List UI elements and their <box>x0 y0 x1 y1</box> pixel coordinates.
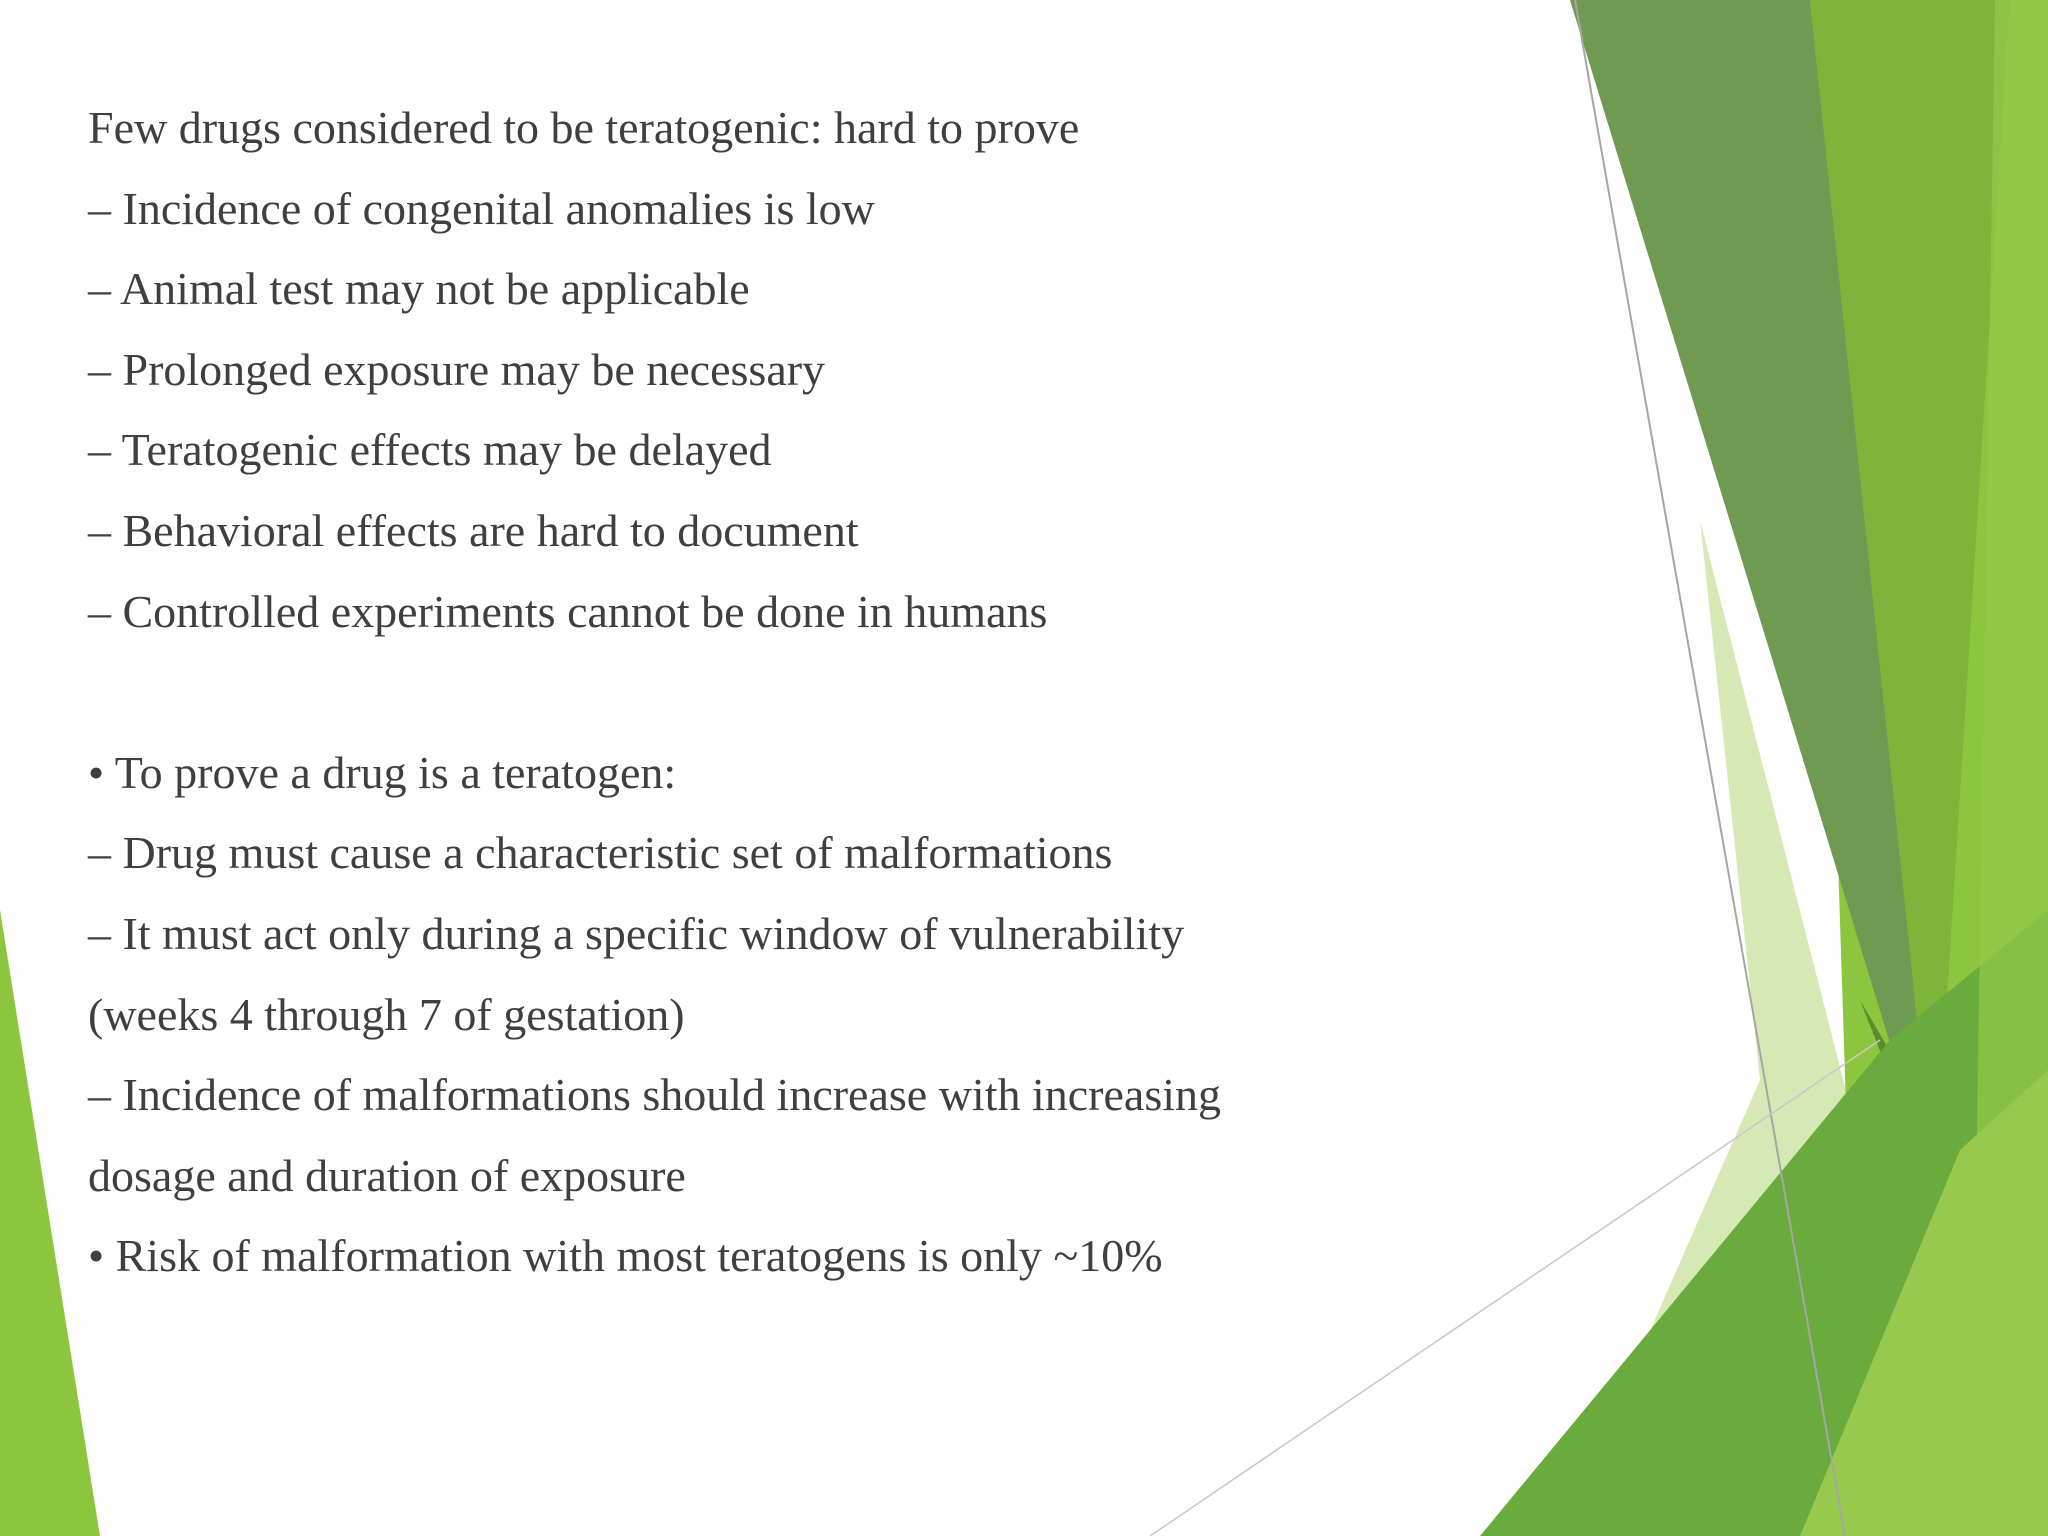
text-line-continuation: (weeks 4 through 7 of gestation) <box>88 988 685 1040</box>
paragraph-spacer <box>88 652 1488 733</box>
text-line-intro: Few drugs considered to be teratogenic: hard to prove <box>88 102 1080 153</box>
left-green-sliver <box>0 910 100 1536</box>
text-line-sub-point: – Incidence of malformations should increase with increasing <box>88 1069 1222 1121</box>
text-line-sub-point: – Behavioral effects are hard to document <box>88 504 859 556</box>
text-line-bullet: • Risk of malformation with most teratogens is only ~10% <box>88 1230 1163 1282</box>
text-line-sub-point: – Controlled experiments cannot be done in humans <box>88 585 1048 637</box>
slide-body-text <box>88 88 1488 1297</box>
text-line-sub-point: – Drug must cause a characteristic set of malformations <box>88 827 1113 879</box>
text-line-continuation: dosage and duration of exposure <box>88 1149 686 1201</box>
text-line-sub-point: – Teratogenic effects may be delayed <box>88 424 772 476</box>
text-line-bullet: • To prove a drug is a teratogen: <box>88 746 677 798</box>
text-line-sub-point: – Incidence of congenital anomalies is low <box>88 182 875 234</box>
text-line-sub-point: – It must act only during a specific window of vulnerability <box>88 907 1185 959</box>
text-line-sub-point: – Animal test may not be applicable <box>88 263 750 315</box>
text-line-sub-point: – Prolonged exposure may be necessary <box>88 343 826 395</box>
